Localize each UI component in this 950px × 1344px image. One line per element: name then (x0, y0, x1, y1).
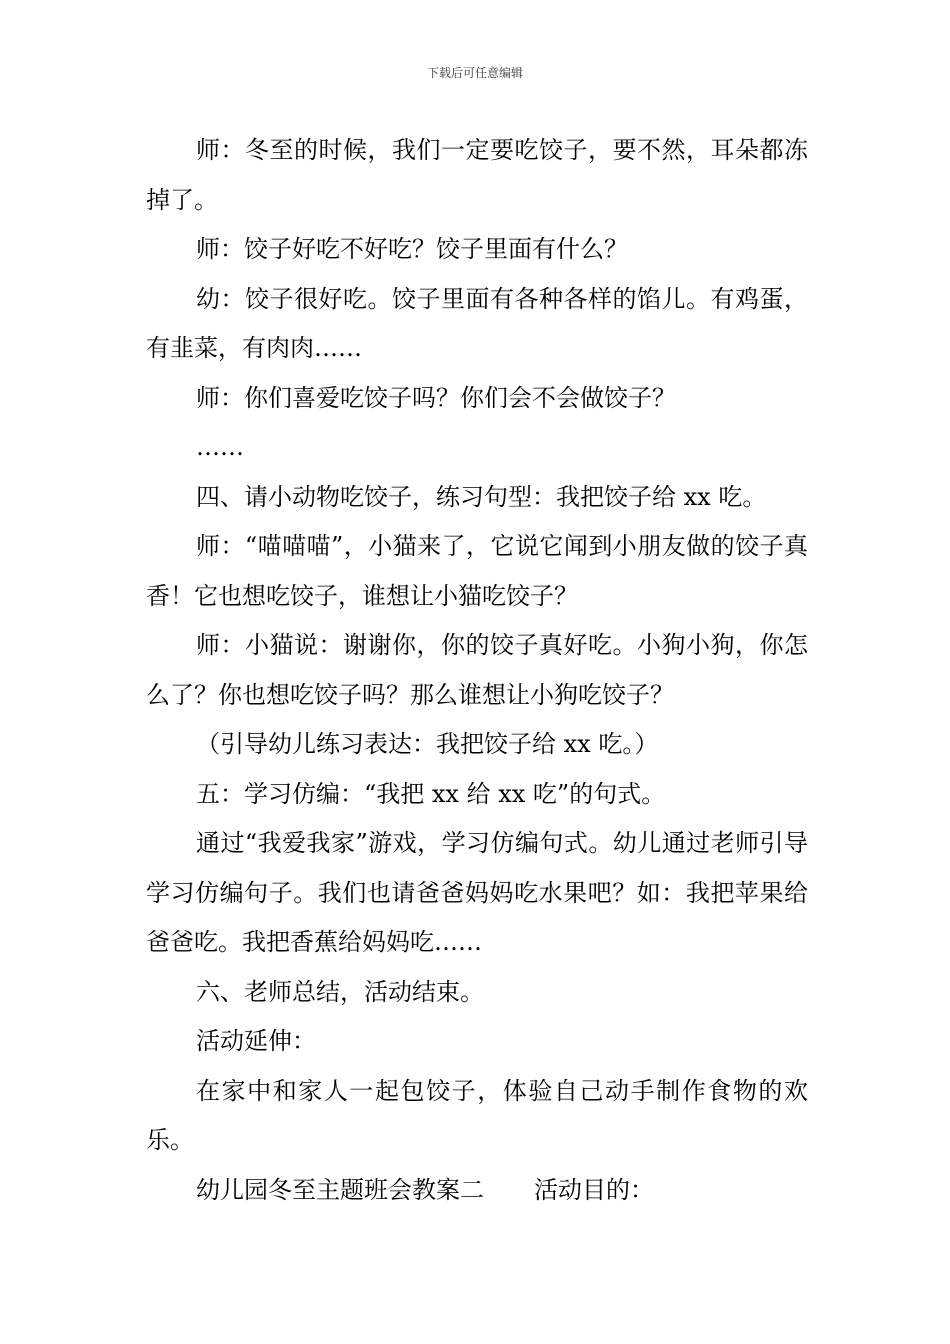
paragraph: 通过“我爱我家”游戏，学习仿编句式。幼儿通过老师引导学习仿编句子。我们也请爸爸妈妈吃水果吧？如：我把苹果给爸爸吃。我把香蕉给妈妈吃…… (146, 829, 808, 956)
paragraph: 六、老师总结，活动结束。 (196, 977, 484, 1006)
paragraph: 在家中和家人一起包饺子，体验自己动手制作食物的欢乐。 (146, 1076, 808, 1154)
paragraph: 师：“喵喵喵”，小猫来了，它说它闻到小朋友做的饺子真香！它也想吃饺子，谁想让小猫吃饺子？ (146, 532, 808, 610)
section-heading-line (146, 1166, 808, 1216)
paragraph: 师：冬至的时候，我们一定要吃饺子，要不然，耳朵都冻掉了。 (146, 136, 808, 214)
paragraph: 师：小猫说：谢谢你，你的饺子真好吃。小狗小狗，你怎么了？你也想吃饺子吗？那么谁想让小狗吃饺子？ (146, 631, 808, 709)
paragraph: …… (196, 433, 244, 461)
section-heading: 活动目的： (534, 1175, 654, 1204)
document-body (146, 126, 808, 1215)
paragraph: 五：学习仿编：“我把 xx 给 xx 吃”的句式。 (196, 779, 666, 808)
lesson-plan-title: 幼儿园冬至主题班会教案二 (196, 1175, 484, 1204)
paragraph: 四、请小动物吃饺子，练习句型：我把饺子给 xx 吃。 (196, 482, 767, 511)
paragraph: 师：你们喜爱吃饺子吗？你们会不会做饺子？ (196, 383, 676, 412)
paragraph: 活动延伸： (196, 1027, 316, 1055)
paragraph: （引导幼儿练习表达：我把饺子给 xx 吃。） (196, 730, 659, 758)
paragraph: 师：饺子好吃不好吃？饺子里面有什么？ (196, 235, 628, 263)
page-header: 下载后可任意编辑 (426, 66, 523, 80)
paragraph: 幼：饺子很好吃。饺子里面有各种各样的馅儿。有鸡蛋，有韭菜，有肉肉…… (146, 284, 808, 362)
